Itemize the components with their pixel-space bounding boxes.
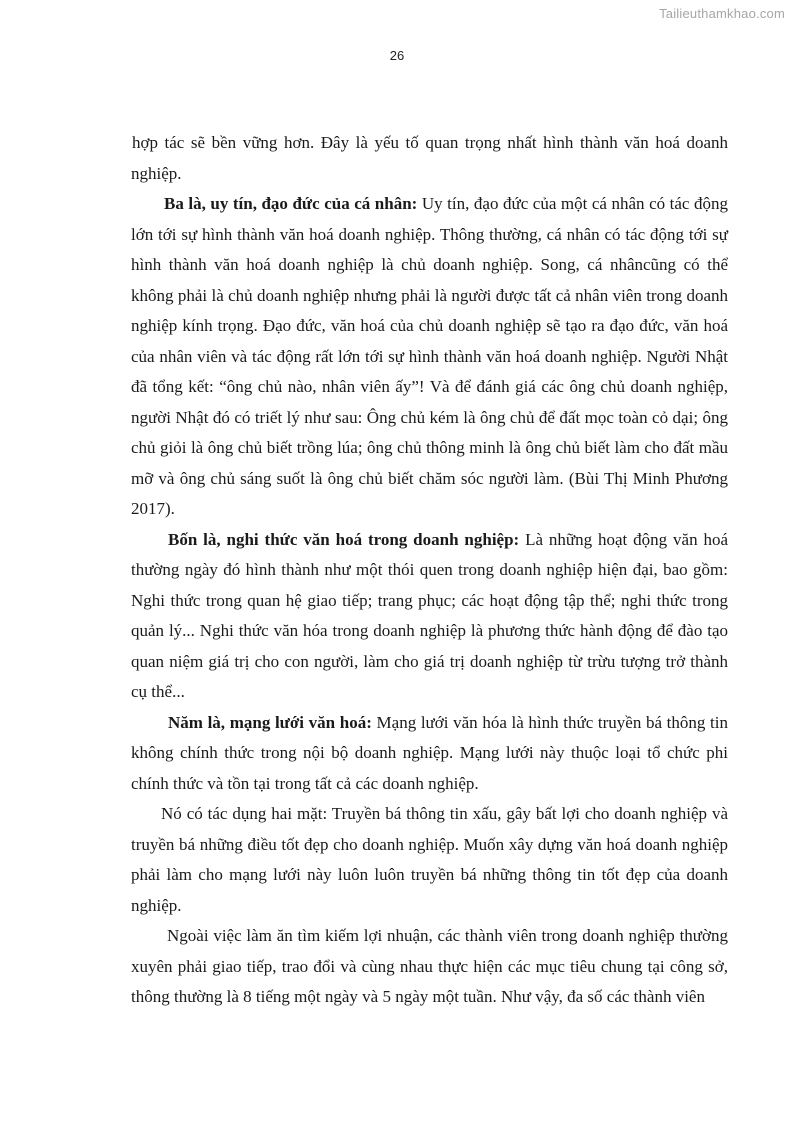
paragraph-body-ba-la: Uy tín, đạo đức của một cá nhân có tác động lớn tới sự hình thành văn hoá doanh nghiệp. Thông thường, cá nhân có tác động tới sự hình thành văn hoá doanh nghiệp là chủ doanh nghiệp. Song, cá nhâncũng có thể không phải là chủ doanh nghiệp nhưng phải là người được tất cả nhân viên trong doanh nghiệp kính trọng. Đạo đức, văn hoá của chủ doanh nghiệp sẽ tạo ra đạo đức, văn hoá của nhân viên và tác động rất lớn tới sự hình thành văn hoá doanh nghiệp. Người Nhật đã tổng kết: “ông chủ nào, nhân viên ấy”! Và để đánh giá các ông chủ doanh nghiệp, người Nhật đó có triết lý như sau: Ông chủ kém là ông chủ để đất mọc toàn cỏ dại; ông chủ giỏi là ông chủ biết trồng lúa; ông chủ thông minh là ông chủ biết làm cho đất mầu mỡ và ông chủ sáng suốt là ông chủ biết chăm sóc người làm. (Bùi Thị Minh Phương 2017). [131, 194, 728, 518]
watermark: Tailieuthamkhao.com [659, 6, 785, 21]
paragraph-continuation: hợp tác sẽ bền vững hơn. Đây là yếu tố quan trọng nhất hình thành văn hoá doanh nghiệp. [131, 133, 728, 183]
paragraph-body-nam-la: Mạng lưới văn hóa là hình thức truyền bá thông tin không chính thức trong nội bộ doanh nghiệp. Mạng lưới này thuộc loại tổ chức phi chính thức và tồn tại trong tất cả các doanh nghiệp. [131, 712, 728, 793]
paragraph-heading-nam-la: Năm là, mạng lưới văn hoá: [168, 712, 372, 732]
page-number: 26 [389, 48, 405, 63]
paragraph-tac-dung: Nó có tác dụng hai mặt: Truyền bá thông tin xấu, gây bất lợi cho doanh nghiệp và truyền bá những điều tốt đẹp cho doanh nghiệp. Muốn xây dựng văn hoá doanh nghiệp phải làm cho mạng lưới này luôn luôn truyền bá những thông tin tốt đẹp của doanh nghiệp. [131, 804, 728, 915]
paragraph-heading-ba-la: Ba là, uy tín, đạo đức của cá nhân: [164, 194, 418, 213]
paragraph-ngoai-viec: Ngoài việc làm ăn tìm kiếm lợi nhuận, các thành viên trong doanh nghiệp thường xuyên phải giao tiếp, trao đổi và cùng nhau thực hiện các mục tiêu chung tại công sở, thông thường là 8 tiếng một ngày và 5 ngày một tuần. Như vậy, đa số các thành viên [131, 926, 728, 1006]
document-body [131, 128, 728, 1013]
paragraph-nam-la [131, 708, 728, 800]
paragraph-heading-bon-la: Bốn là, nghi thức văn hoá trong doanh nghiệp: [168, 529, 520, 549]
paragraph-ba-la [131, 189, 728, 525]
paragraph-bon-la [131, 525, 728, 708]
paragraph-body-bon-la: Là những hoạt động văn hoá thường ngày đó hình thành như một thói quen trong doanh nghiệp hiện đại, bao gồm: Nghi thức trong quan hệ giao tiếp; trang phục; các hoạt động tập thể; nghi thức trong quản lý... Nghi thức văn hóa trong doanh nghiệp là phương thức hành động để đào tạo quan niệm giá trị cho con người, làm cho giá trị doanh nghiệp từ trừu tượng trở thành cụ thể... [131, 529, 728, 701]
